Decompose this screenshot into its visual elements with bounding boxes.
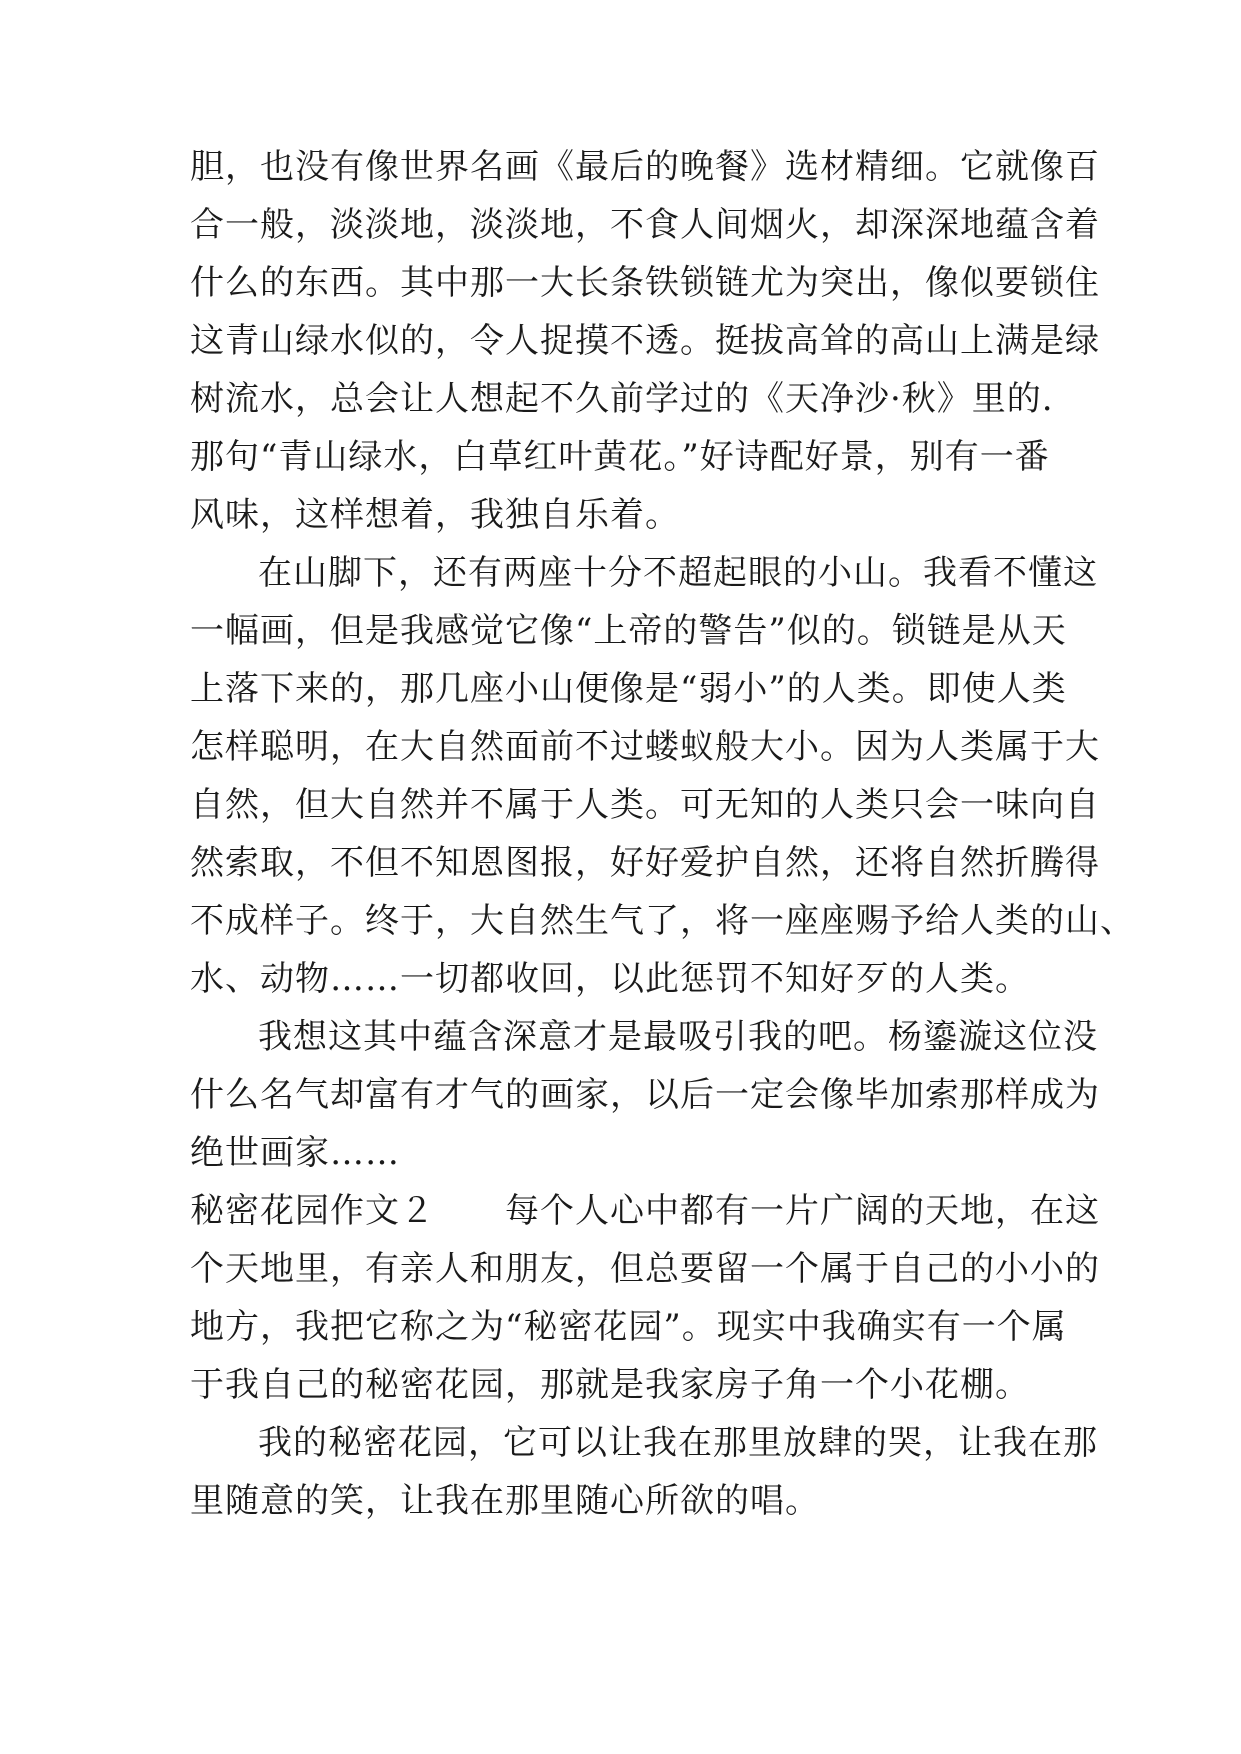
text-line: 然索取，不但不知恩图报，好好爱护自然，还将自然折腾得 [190, 843, 1100, 883]
text-line: 什么名气却富有才气的画家，以后一定会像毕加索那样成为 [190, 1075, 1100, 1115]
text-line: 怎样聪明，在大自然面前不过蝼蚁般大小。因为人类属于大 [190, 727, 1100, 767]
paragraph-first-line: 我的秘密花园，它可以让我在那里放肆的哭，让我在那 [258, 1423, 1098, 1463]
text-line: 那句“青山绿水，白草红叶黄花。”好诗配好景，别有一番 [190, 437, 1050, 477]
text-line: 这青山绿水似的，令人捉摸不透。挺拔高耸的高山上满是绿 [190, 321, 1100, 361]
text-line: 树流水，总会让人想起不久前学过的《天净沙·秋》里的. [190, 379, 1054, 419]
text-line: 绝世画家…… [190, 1133, 400, 1173]
essay-heading-line: 秘密花园作文２ 每个人心中都有一片广阔的天地，在这 [190, 1191, 1100, 1231]
text-line: 风味，这样想着，我独自乐着。 [190, 495, 680, 535]
text-line: 于我自己的秘密花园，那就是我家房子角一个小花棚。 [190, 1365, 1030, 1405]
text-line: 不成样子。终于，大自然生气了，将一座座赐予给人类的山、 [190, 901, 1135, 941]
text-line: 地方，我把它称之为“秘密花园”。现实中我确实有一个属 [190, 1307, 1067, 1347]
text-line: 一幅画，但是我感觉它像“上帝的警告”似的。锁链是从天 [190, 611, 1067, 651]
body-text [190, 138, 1135, 1530]
text-line: 合一般，淡淡地，淡淡地，不食人间烟火，却深深地蕴含着 [190, 205, 1100, 245]
paragraph-first-line: 我想这其中蕴含深意才是最吸引我的吧。杨鎏漩这位没 [258, 1017, 1098, 1057]
paragraph-first-line: 在山脚下，还有两座十分不超起眼的小山。我看不懂这 [258, 553, 1098, 593]
text-line: 个天地里，有亲人和朋友，但总要留一个属于自己的小小的 [190, 1249, 1100, 1289]
text-line: 水、动物……一切都收回，以此惩罚不知好歹的人类。 [190, 959, 1030, 999]
text-line: 什么的东西。其中那一大长条铁锁链尤为突出，像似要锁住 [190, 263, 1100, 303]
text-line: 胆，也没有像世界名画《最后的晚餐》选材精细。它就像百 [190, 147, 1100, 187]
text-line: 里随意的笑，让我在那里随心所欲的唱。 [190, 1481, 820, 1521]
text-line: 自然，但大自然并不属于人类。可无知的人类只会一味向自 [190, 785, 1100, 825]
text-line: 上落下来的，那几座小山便像是“弱小”的人类。即使人类 [190, 669, 1067, 709]
